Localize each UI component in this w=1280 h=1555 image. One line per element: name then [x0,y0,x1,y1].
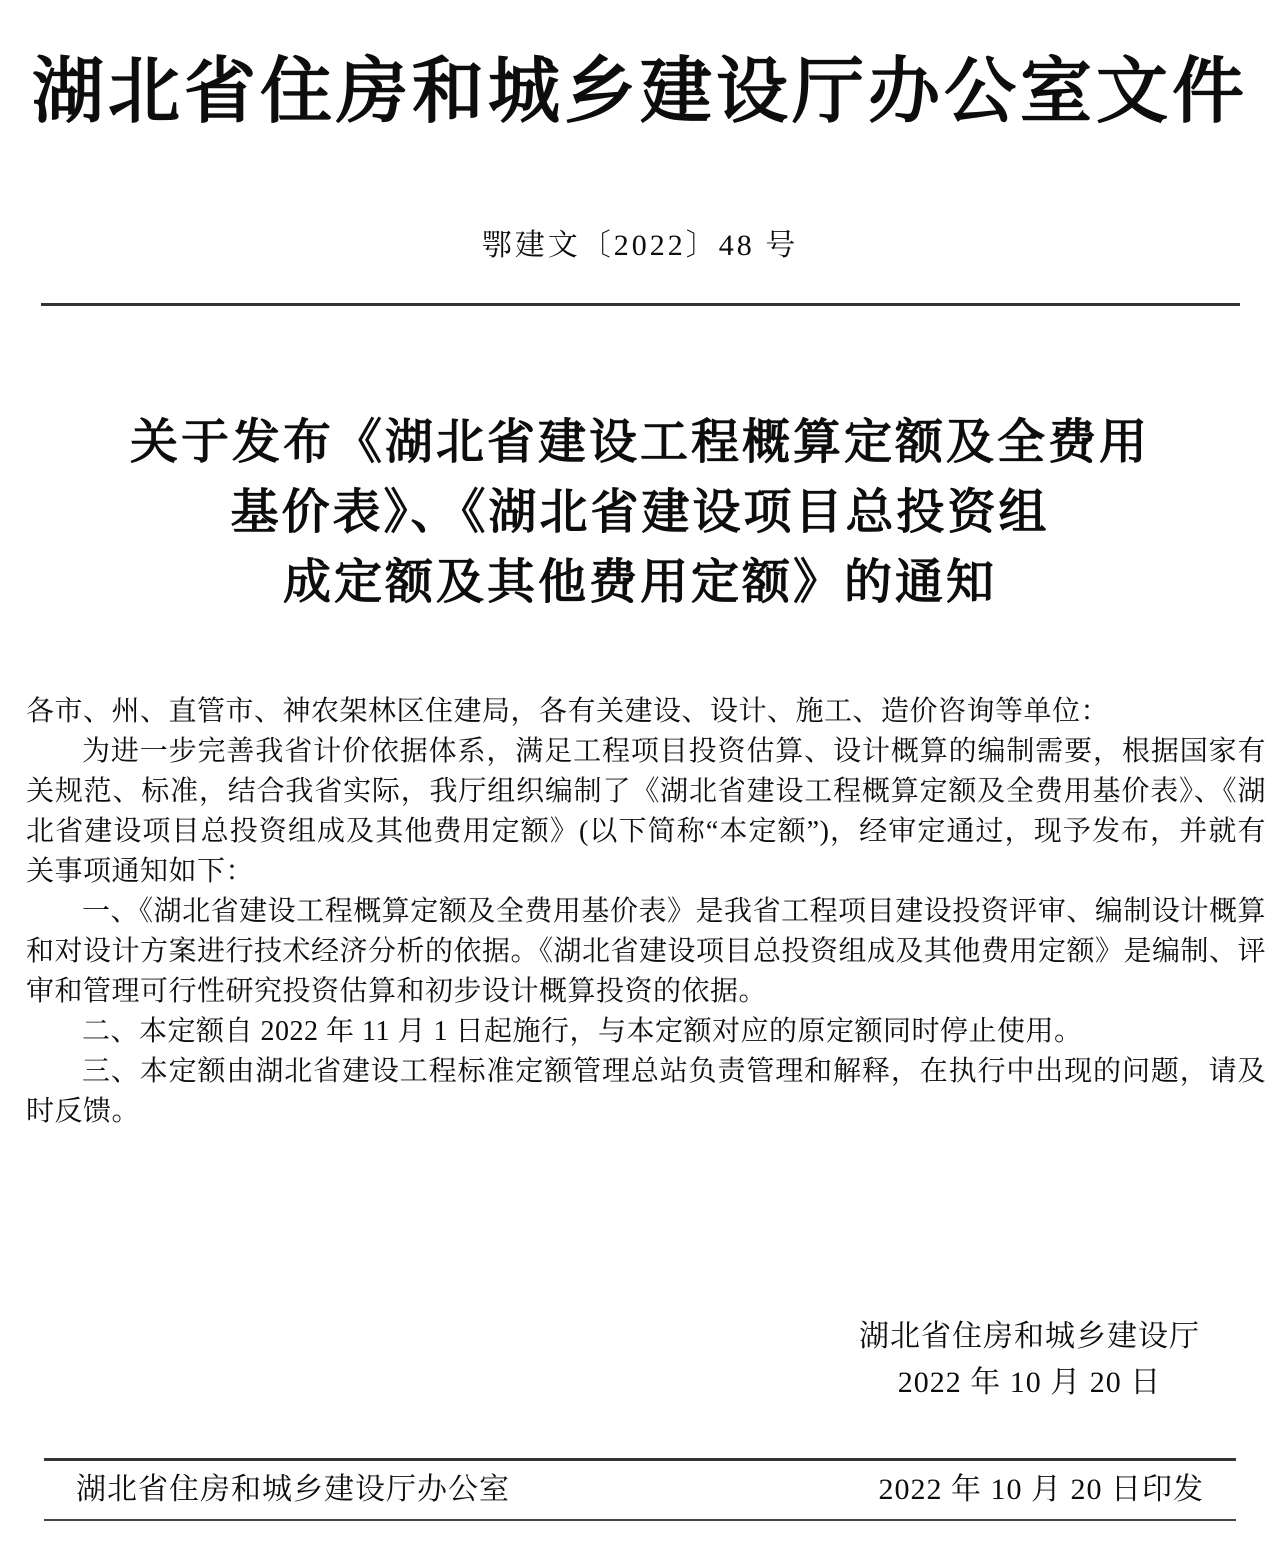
signature-block [859,1314,1200,1406]
notice-title-line-2: 基价表》、《湖北省建设项目总投资组 [230,486,1050,539]
notice-body [26,692,1266,1132]
paragraph-item-3: 三、本定额由湖北省建设工程标准定额管理总站负责管理和解释，在执行中出现的问题，请及时反馈。 [26,1056,1266,1127]
header-divider-line [41,303,1240,306]
notice-title [0,408,1280,618]
footer-bottom-rule [44,1519,1236,1521]
footer-row [44,1461,1236,1507]
paragraph-intro: 为进一步完善我省计价依据体系，满足工程项目投资估算、设计概算的编制需要，根据国家有关规范、标准，结合我省实际，我厅组织编制了《湖北省建设工程概算定额及全费用基价表》、《湖北省建设项目总投资组成及其他费用定额》(以下简称“本定额”)，经审定通过，现予发布，并就有关事项通知如下： [26,736,1266,887]
document-footer [44,1458,1236,1521]
footer-print-date: 2022 年 10 月 20 日印发 [878,1473,1204,1506]
paragraph-item-2: 二、本定额自 2022 年 11 月 1 日起施行，与本定额对应的原定额同时停止使用。 [82,1016,1083,1047]
notice-title-line-3: 成定额及其他费用定额》的通知 [282,556,997,609]
notice-title-line-1: 关于发布《湖北省建设工程概算定额及全费用 [129,416,1150,469]
footer-office: 湖北省住房和城乡建设厅办公室 [76,1473,510,1506]
document-header [0,0,1280,306]
signature-date: 2022 年 10 月 20 日 [897,1366,1162,1399]
signature-department: 湖北省住房和城乡建设厅 [859,1320,1200,1353]
issuing-org-title: 湖北省住房和城乡建设厅办公室文件 [31,52,1248,132]
document-number: 鄂建文〔2022〕48 号 [481,229,799,262]
paragraph-item-1: 一、《湖北省建设工程概算定额及全费用基价表》是我省工程项目建设投资评审、编制设计概算和对设计方案进行技术经济分析的依据。《湖北省建设项目总投资组成及其他费用定额》是编制、评审和管理可行性研究投资估算和初步设计概算投资的依据。 [26,896,1267,1007]
salutation-line: 各市、州、直管市、神农架林区住建局，各有关建设、设计、施工、造价咨询等单位： [26,696,1110,727]
